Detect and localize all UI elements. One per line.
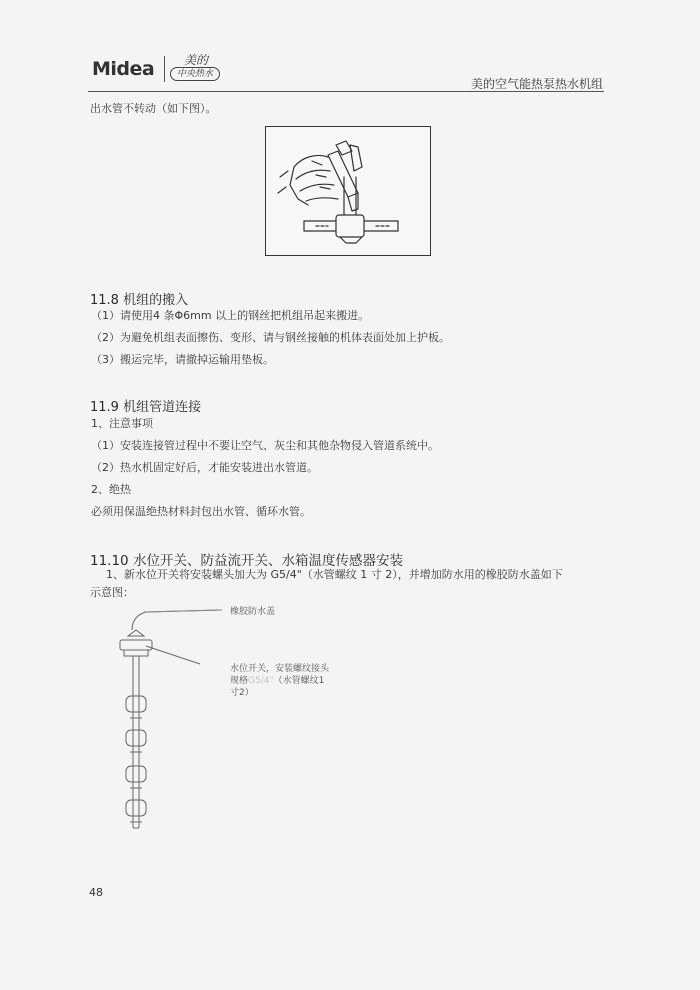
section-11-9-item-1: （1）安装连接管过程中不要让空气、灰尘和其他杂物侵入管道系统中。 [91,439,439,452]
section-11-8-item-1: （1）请使用4 条Φ6mm 以上的钢丝把机组吊起来搬进。 [91,309,370,322]
section-11-9-item-2: （2）热水机固定好后，才能安装进出水管道。 [91,461,318,474]
switch-label-line1: 水位开关，安装螺纹接头 [230,664,330,674]
section-11-9-heading: 11.9 机组管道连接 [90,400,202,415]
switch-label-line2-suffix: （水管螺纹1 [273,676,325,686]
header-divider [88,91,604,92]
brand-logo [92,50,232,86]
section-11-8-item-3: （3）搬运完毕，请撤掉运输用垫板。 [91,353,274,366]
brand-logo-text: Midea [92,58,155,80]
switch-label-line2-prefix: 规格 [230,676,249,686]
rubber-cap-label: 橡胶防水盖 [230,607,276,617]
water-level-switch-diagram [100,600,240,840]
wrench-pipe-illustration [266,127,430,255]
manual-title: 美的空气能热泵热水机组 [470,77,603,91]
section-11-9-sub1: 1、注意事项 [91,417,153,430]
switch-label-line2-faded: G5/4" [248,676,274,686]
section-11-10-para-line2: 示意图： [90,586,134,599]
switch-label-line2 [230,675,324,687]
page-number: 48 [89,886,103,899]
section-11-8-item-2: （2）为避免机组表面擦伤、变形、请与钢丝接触的机体表面处加上护板。 [91,331,450,344]
brand-sub-logo [170,54,220,81]
switch-label-line3: 寸2） [230,688,254,698]
logo-divider [164,56,165,82]
insulation-text: 必须用保温绝热材料封包出水管、循环水管。 [91,505,311,518]
section-11-10-heading: 11.10 水位开关、防益流开关、水箱温度传感器安装 [90,553,403,569]
section-11-9-sub2: 2、绝热 [91,483,131,496]
wrench-figure [265,126,431,256]
float-switch-illustration [100,600,240,840]
section-11-10-para-line1: 1、新水位开关将安装螺头加大为 G5/4"（水管螺纹 1 寸 2），并增加防水用的橡胶防水盖如下 [106,568,563,581]
intro-line: 出水管不转动（如下图）。 [90,102,217,115]
brand-sub-line1: 美的 [184,53,209,67]
brand-sub-line2: 中央热水 [170,67,220,81]
section-11-8-heading: 11.8 机组的搬入 [90,293,189,308]
